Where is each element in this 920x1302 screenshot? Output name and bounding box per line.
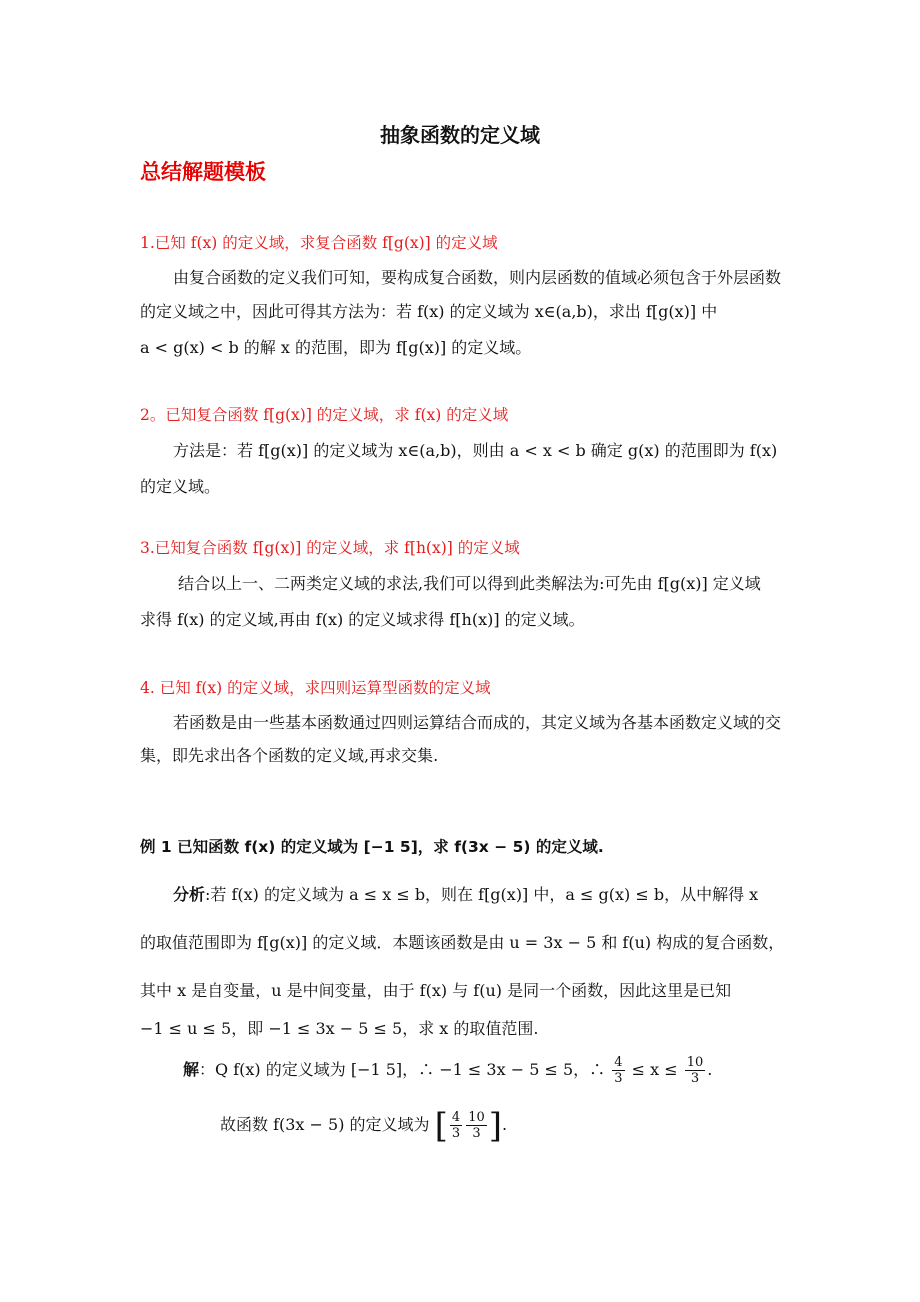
analysis-text-1: :若 f(x) 的定义域为 a ≤ x ≤ b，则在 f[g(x)] 中，a ≤ g(x) ≤ b，从中解得 x — [205, 885, 759, 904]
solution-line — [183, 1052, 712, 1088]
s2-para-line-2: 的定义域。 — [140, 477, 221, 496]
fraction-10-3 — [685, 1055, 706, 1086]
s4-para-line-2: 集，即先求出各个函数的定义域,再求交集. — [140, 746, 439, 765]
frac-a-denominator: 3 — [614, 1071, 623, 1086]
s1-heading: 1.已知 f(x) 的定义域，求复合函数 f[g(x)] 的定义域 — [140, 234, 498, 252]
analysis-line-2: 的取值范围即为 f[g(x)] 的定义域．本题该函数是由 u = 3x − 5 和 f(u) 构成的复合函数， — [140, 933, 785, 952]
example-heading: 例 1 已知函数 f(x) 的定义域为 [−1 5]，求 f(3x − 5) 的定义域. — [140, 838, 604, 856]
analysis-line-4: −1 ≤ u ≤ 5，即 −1 ≤ 3x − 5 ≤ 5，求 x 的取值范围. — [140, 1019, 539, 1038]
conclusion-period: . — [502, 1115, 508, 1134]
s3-heading: 3.已知复合函数 f[g(x)] 的定义域，求 f[h(x)] 的定义域 — [140, 539, 520, 557]
conclusion-text: 故函数 f(3x − 5) 的定义域为 — [220, 1115, 430, 1134]
s1-para-line-3: a < g(x) < b 的解 x 的范围，即为 f[g(x)] 的定义域。 — [140, 338, 532, 357]
analysis-line-1 — [173, 884, 758, 906]
conclusion-line — [220, 1104, 507, 1146]
fraction-4-3 — [612, 1055, 624, 1086]
s4-para-line-1: 若函数是由一些基本函数通过四则运算结合而成的，其定义域为各基本函数定义域的交 — [173, 713, 782, 732]
analysis-label: 分析 — [173, 885, 206, 904]
analysis-line-3: 其中 x 是自变量，u 是中间变量，由于 f(x) 与 f(u) 是同一个函数，因此这里是已知 — [140, 981, 732, 1000]
frac-b-denominator: 3 — [690, 1071, 700, 1086]
s1-para-line-2: 的定义域之中，因此可得其方法为：若 f(x) 的定义域为 x∈(a,b)，求出 f[g(x)] 中 — [140, 302, 718, 321]
interval-upper-denominator: 3 — [472, 1126, 481, 1141]
interval-upper-numerator: 10 — [468, 1110, 485, 1125]
solution-inequality: ≤ x ≤ — [631, 1060, 678, 1079]
frac-b-numerator: 10 — [686, 1055, 704, 1070]
left-bracket-glyph: [ — [434, 1105, 448, 1146]
interval-lower-denominator: 3 — [451, 1126, 461, 1141]
s3-para-line-1: 结合以上一、二两类定义域的求法,我们可以得到此类解法为:可先由 f[g(x)] 定义域 — [178, 574, 761, 593]
solution-text: ：Q f(x) 的定义域为 [−1 5]，∴ −1 ≤ 3x − 5 ≤ 5，∴ — [199, 1060, 606, 1079]
interval-lower — [450, 1110, 462, 1141]
frac-a-numerator: 4 — [614, 1055, 623, 1070]
interval-upper — [466, 1110, 487, 1141]
s2-para-line-1: 方法是：若 f[g(x)] 的定义域为 x∈(a,b)，则由 a < x < b 确定 g(x) 的范围即为 f(x) — [173, 441, 778, 460]
solution-label: 解 — [183, 1060, 200, 1079]
interval-lower-numerator: 4 — [451, 1110, 461, 1125]
right-bracket-glyph: ] — [488, 1105, 502, 1146]
solution-period: . — [707, 1060, 713, 1079]
s4-heading: 4. 已知 f(x) 的定义域，求四则运算型函数的定义域 — [140, 679, 491, 697]
page-title: 抽象函数的定义域 — [380, 123, 540, 147]
s3-para-line-2: 求得 f(x) 的定义域,再由 f(x) 的定义域求得 f[h(x)] 的定义域。 — [140, 610, 585, 629]
section-heading: 总结解题模板 — [140, 160, 266, 184]
s1-para-line-1: 由复合函数的定义我们可知，要构成复合函数，则内层函数的值域必须包含于外层函数 — [173, 268, 782, 287]
s2-heading: 2。已知复合函数 f[g(x)] 的定义域，求 f(x) 的定义域 — [140, 406, 509, 424]
